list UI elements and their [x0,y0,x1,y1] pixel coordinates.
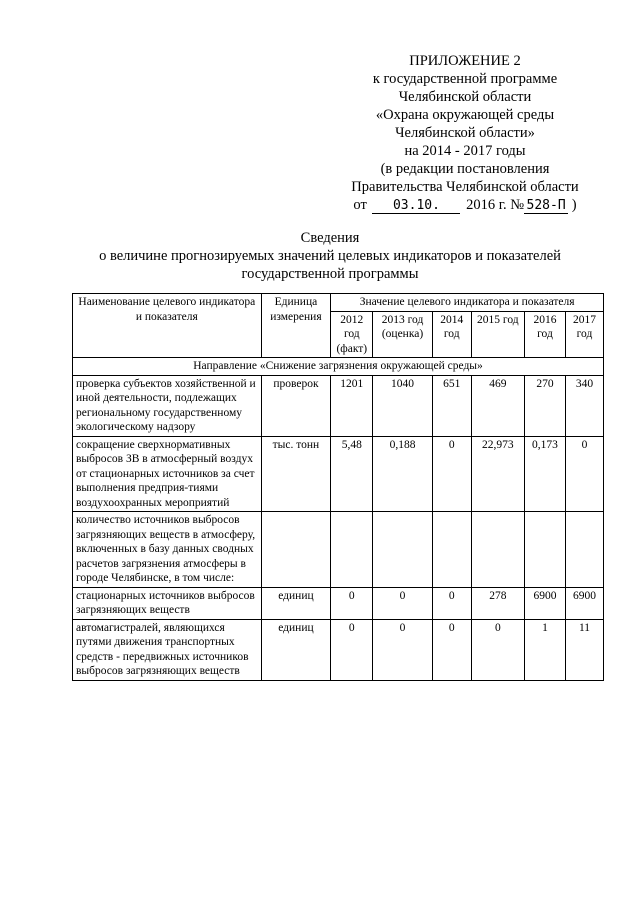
header-year: 2016 год [524,311,565,358]
header-year: 2012 год (факт) [331,311,373,358]
header-year: 2015 год [471,311,524,358]
table-row [73,587,604,619]
header-year: 2017 год [565,311,603,358]
row-value: 0,188 [373,436,432,512]
row-value: 0 [432,619,471,680]
row-value: 0 [331,619,373,680]
document-heading [60,229,600,283]
row-value [471,512,524,588]
table-row [73,512,604,588]
row-name: проверка субъектов хозяйственной и иной деятельности, подлежащих региональному государственному экологическому надзору [73,375,262,436]
header-name: Наименование целевого индикатора и показателя [73,294,262,358]
appendix-header [330,52,600,214]
appendix-line: к государственной программе [372,71,558,87]
row-unit: единиц [261,587,331,619]
row-value: 1 [524,619,565,680]
header-row [73,294,604,312]
row-value: 0 [471,619,524,680]
row-value [432,512,471,588]
heading-line: государственной программы [241,266,419,282]
header-year: 2013 год (оценка) [373,311,432,358]
row-value: 0,173 [524,436,565,512]
appendix-date-line [330,196,600,214]
appendix-line: «Охрана окружающей среды [375,107,555,123]
section-title: Направление «Снижение загрязнения окружающей среды» [73,358,604,376]
row-value [373,512,432,588]
appendix-line: Челябинской области [398,89,532,105]
row-value: 0 [432,587,471,619]
row-unit [261,512,331,588]
row-value: 1040 [373,375,432,436]
header-values: Значение целевого индикатора и показателя [331,294,604,312]
header-year: 2014 год [432,311,471,358]
row-value: 340 [565,375,603,436]
row-unit: тыс. тонн [261,436,331,512]
table-row [73,436,604,512]
handwritten-number: 528-П [524,198,568,214]
row-value [331,512,373,588]
handwritten-date: 03.10. [372,198,460,214]
row-value: 22,973 [471,436,524,512]
indicators-table [72,293,604,681]
row-unit: проверок [261,375,331,436]
table-row [73,619,604,680]
row-value: 0 [373,619,432,680]
row-name: автомагистралей, являющихся путями движения транспортных средств - передвижных источников выбросов загрязняющих веществ [73,619,262,680]
row-value: 0 [331,587,373,619]
year-label: 2016 г. № [466,197,525,213]
appendix-line: (в редакции постановления [380,161,550,177]
close-paren: ) [571,197,577,213]
row-value: 0 [373,587,432,619]
row-value [565,512,603,588]
section-row [73,358,604,376]
table-row [73,375,604,436]
row-unit: единиц [261,619,331,680]
row-value: 11 [565,619,603,680]
row-name: стационарных источников выбросов загрязняющих веществ [73,587,262,619]
row-value: 6900 [524,587,565,619]
row-value: 0 [432,436,471,512]
row-value: 278 [471,587,524,619]
heading-title: Сведения [300,230,360,246]
row-value: 6900 [565,587,603,619]
appendix-title: ПРИЛОЖЕНИЕ 2 [409,53,521,69]
row-value: 5,48 [331,436,373,512]
row-name: количество источников выбросов загрязняющих веществ в атмосферу, включенных в базу данных сводных расчетов загрязнения атмосферы в городе Челябинске, в том числе: [73,512,262,588]
row-value: 1201 [331,375,373,436]
heading-line: о величине прогнозируемых значений целевых индикаторов и показателей [99,248,561,264]
row-value [524,512,565,588]
from-label: от [353,197,367,213]
header-unit: Единица измерения [261,294,331,358]
appendix-line: Челябинской области» [395,125,535,141]
row-value: 651 [432,375,471,436]
appendix-line: Правительства Челябинской области [351,179,579,195]
row-value: 270 [524,375,565,436]
row-name: сокращение сверхнормативных выбросов ЗВ в атмосферный воздух от стационарных источников за счет выполнения предприя-тиями воздухоохранных мероприятий [73,436,262,512]
row-value: 469 [471,375,524,436]
appendix-line: на 2014 - 2017 годы [404,143,526,159]
row-value: 0 [565,436,603,512]
